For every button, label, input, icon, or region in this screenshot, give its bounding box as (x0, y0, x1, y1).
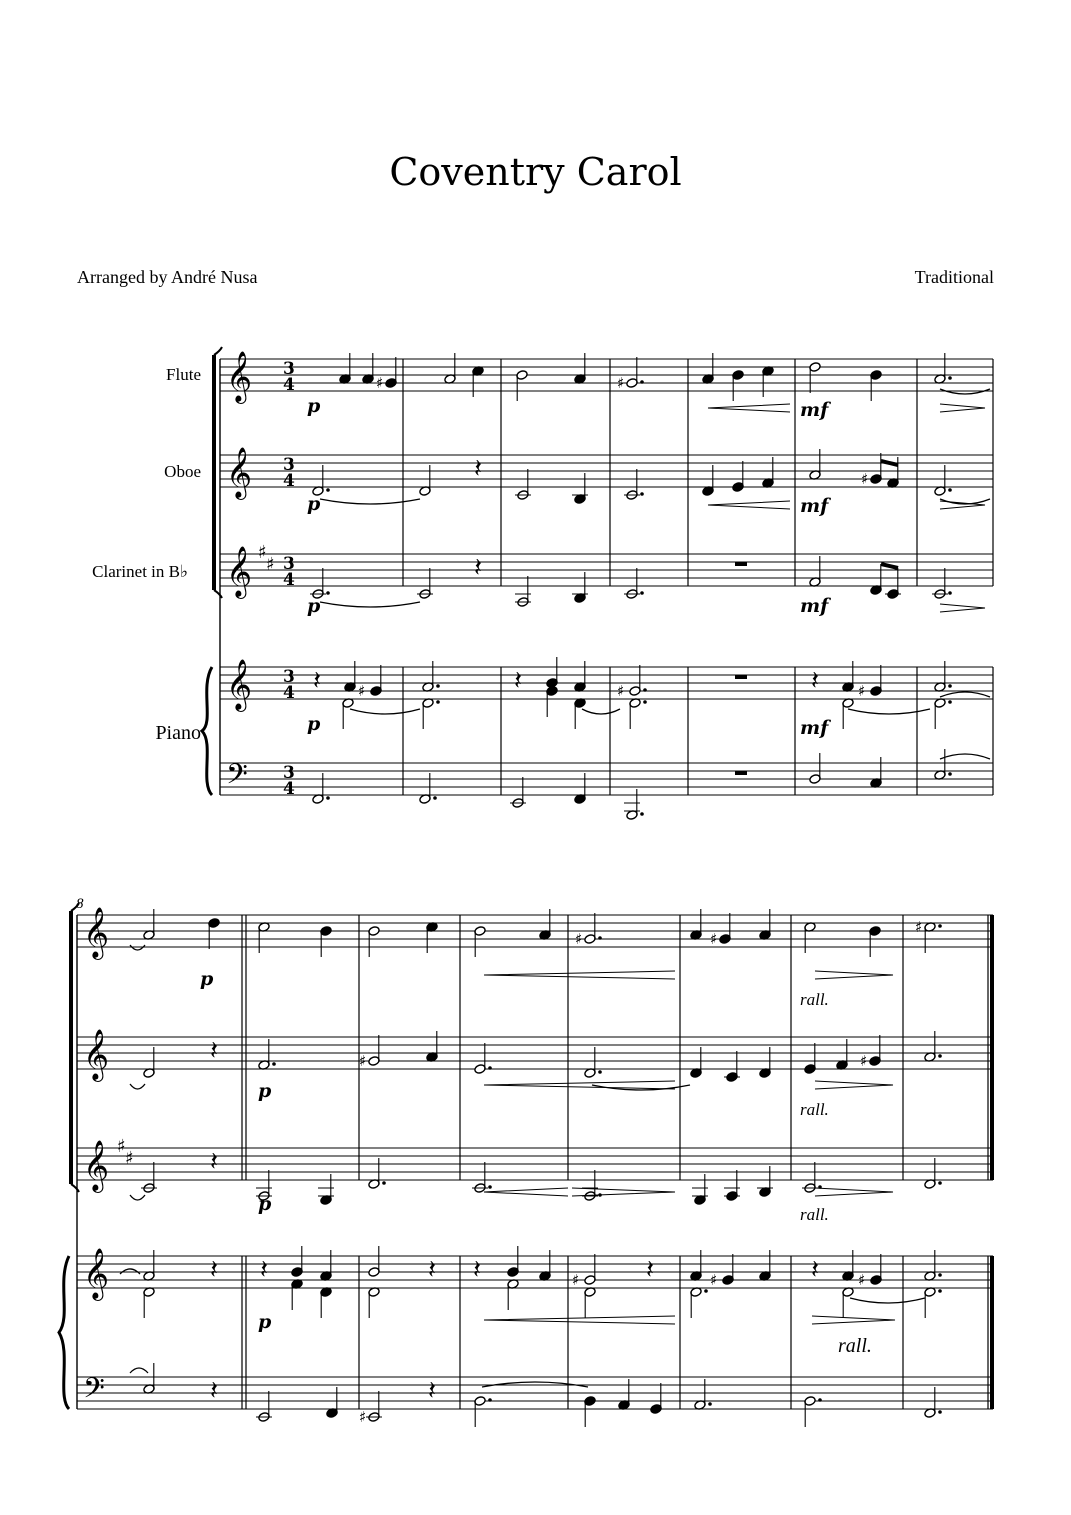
time-signature-numerator: 3 (283, 763, 295, 783)
dot (640, 591, 644, 595)
note (692, 1174, 708, 1205)
note (934, 698, 952, 729)
treble-clef-icon: 𝄞 (226, 546, 253, 597)
dot (948, 772, 952, 776)
decrescendo-hairpin (812, 1316, 895, 1324)
note (809, 449, 821, 480)
note (870, 564, 882, 595)
sharp-icon: ♯ (258, 542, 267, 563)
note (694, 1379, 712, 1410)
dot (488, 1185, 492, 1189)
bracket-hook (214, 590, 222, 598)
note (422, 698, 440, 729)
note (870, 453, 882, 484)
note (870, 757, 882, 788)
note (924, 1250, 942, 1281)
note (320, 1250, 332, 1281)
note (584, 1287, 596, 1318)
note (472, 1162, 492, 1193)
piano-label: Piano (155, 722, 201, 744)
note (934, 465, 952, 496)
note (869, 926, 881, 957)
quarter-rest-icon: 𝄽 (474, 454, 482, 484)
note (258, 1039, 276, 1070)
quarter-rest-icon: 𝄽 (428, 1255, 436, 1285)
quarter-rest-icon: 𝄽 (514, 666, 522, 696)
note (320, 926, 332, 957)
note (141, 1162, 157, 1193)
note (584, 1047, 602, 1078)
dynamic-mark: mf (800, 399, 829, 421)
note (870, 370, 882, 401)
note (804, 922, 816, 953)
note (584, 913, 602, 944)
dynamic-mark: p (307, 395, 321, 417)
note (702, 465, 714, 496)
note (143, 1363, 155, 1394)
note (474, 926, 486, 957)
sharp-icon: ♯ (710, 930, 718, 948)
note (618, 1379, 630, 1410)
note (690, 909, 702, 940)
note (474, 1396, 492, 1427)
note (924, 1287, 942, 1318)
note (842, 661, 854, 692)
note (574, 661, 586, 692)
decrescendo-hairpin (815, 1188, 893, 1196)
note (572, 473, 588, 504)
note (934, 749, 952, 780)
dynamic-mark: p (258, 1080, 272, 1102)
tie (848, 709, 930, 714)
oboe-label: Oboe (164, 462, 201, 481)
measure-number: 8 (76, 896, 84, 912)
sharp-icon: ♯ (575, 930, 583, 948)
quarter-rest-icon: 𝄽 (210, 1255, 218, 1285)
note (312, 773, 330, 804)
piano-brace (59, 1256, 69, 1409)
dot (708, 1402, 712, 1406)
note (342, 698, 354, 729)
note (516, 370, 528, 401)
dot (436, 684, 440, 688)
crescendo-hairpin (708, 501, 790, 509)
note (702, 353, 714, 384)
note (318, 1174, 334, 1205)
bass-clef-icon: 𝄢 (226, 758, 248, 798)
tie (350, 709, 420, 714)
note (804, 1396, 822, 1427)
treble-clef-icon: 𝄞 (83, 1140, 110, 1191)
staff-cl (220, 554, 993, 586)
sharp-icon: ♯ (125, 1148, 134, 1169)
sharp-icon: ♯ (858, 682, 866, 700)
note (924, 922, 942, 953)
note (208, 918, 220, 949)
dot (436, 700, 440, 704)
note (762, 366, 774, 397)
note (291, 1246, 303, 1277)
note (258, 922, 270, 953)
note (507, 1246, 519, 1277)
time-signature-denominator: 4 (283, 779, 295, 799)
note (759, 909, 771, 940)
dot (948, 376, 952, 380)
crescendo-hairpin (484, 1188, 568, 1196)
composer-credit: Traditional (914, 267, 994, 287)
tie (130, 1084, 145, 1089)
dot (938, 1181, 942, 1185)
note (690, 1287, 708, 1318)
rall-text: rall. (838, 1335, 872, 1357)
note (368, 1035, 380, 1066)
note (924, 1387, 942, 1418)
time-signature-numerator: 3 (283, 359, 295, 379)
tie (940, 754, 990, 759)
dynamic-mark: mf (800, 495, 829, 517)
note (757, 1166, 773, 1197)
note (924, 1031, 942, 1062)
sharp-icon: ♯ (617, 682, 625, 700)
note (584, 1254, 596, 1285)
sharp-icon: ♯ (359, 1052, 367, 1070)
note (510, 777, 526, 808)
whole-rest-icon (735, 675, 747, 679)
sharp-icon: ♯ (266, 554, 275, 575)
note (419, 465, 431, 496)
note (809, 362, 821, 393)
dot (948, 700, 952, 704)
note (344, 661, 356, 692)
note (515, 576, 531, 607)
note (690, 1250, 702, 1281)
dot (598, 1070, 602, 1074)
note (809, 753, 821, 784)
note (326, 1387, 338, 1418)
note (762, 457, 774, 488)
note (546, 686, 558, 717)
decrescendo-hairpin (940, 604, 985, 612)
decrescendo-hairpin (940, 404, 985, 412)
note (869, 1035, 881, 1066)
rall-text: rall. (800, 1100, 829, 1119)
dot (938, 924, 942, 928)
treble-clef-icon: 𝄞 (83, 907, 110, 958)
tie (940, 692, 990, 697)
note (546, 657, 558, 688)
dot (948, 488, 952, 492)
dynamic-mark: p (307, 493, 321, 515)
dynamic-mark: p (258, 1193, 272, 1215)
dot (818, 1398, 822, 1402)
dot (640, 492, 644, 496)
note (574, 698, 586, 729)
dot (948, 684, 952, 688)
note (143, 1250, 155, 1281)
quarter-rest-icon: 𝄽 (474, 553, 482, 583)
treble-clef-icon: 𝄞 (226, 659, 253, 710)
note (624, 568, 644, 599)
decrescendo-hairpin (815, 1081, 893, 1089)
dot (704, 1289, 708, 1293)
sharp-icon: ♯ (358, 682, 366, 700)
dynamic-mark: p (307, 713, 321, 735)
note (385, 357, 397, 388)
note (629, 665, 647, 696)
quarter-rest-icon: 𝄽 (646, 1255, 654, 1285)
note (932, 568, 952, 599)
note (444, 353, 456, 384)
note (368, 1158, 386, 1189)
note (320, 1287, 332, 1318)
tie (130, 1368, 148, 1373)
arranger-credit: Arranged by André Nusa (77, 267, 258, 287)
dot (948, 591, 952, 595)
dynamic-mark: p (258, 1311, 272, 1333)
note (584, 1396, 596, 1427)
note (724, 1051, 740, 1082)
note (624, 469, 644, 500)
note (362, 353, 374, 384)
note (870, 665, 882, 696)
sharp-icon: ♯ (860, 1052, 868, 1070)
crescendo-hairpin (484, 971, 675, 979)
rall-text: rall. (800, 1205, 829, 1224)
quarter-rest-icon: 𝄽 (313, 666, 321, 696)
crescendo-hairpin (484, 1081, 675, 1089)
piano-brace (202, 667, 212, 795)
note (574, 353, 586, 384)
crescendo-hairpin (708, 404, 790, 412)
note (426, 1031, 438, 1062)
time-signature-denominator: 4 (283, 375, 295, 395)
note (809, 556, 821, 587)
dynamic-mark: mf (800, 717, 829, 739)
bracket-hook (71, 1184, 79, 1192)
clarinet-label: Clarinet in B♭ (92, 562, 188, 581)
sharp-icon: ♯ (376, 374, 384, 392)
treble-clef-icon: 𝄞 (83, 1248, 110, 1299)
note (836, 1039, 848, 1070)
note (370, 665, 382, 696)
rall-text: rall. (800, 990, 829, 1009)
note (143, 909, 155, 940)
note (143, 1287, 155, 1318)
note (624, 789, 644, 820)
quarter-rest-icon: 𝄽 (210, 1147, 218, 1177)
note (722, 1254, 734, 1285)
dot (938, 1289, 942, 1293)
dot (326, 488, 330, 492)
dot (938, 1054, 942, 1058)
note (732, 461, 744, 492)
dynamic-mark: p (200, 968, 214, 990)
beam (881, 461, 898, 465)
note (732, 370, 744, 401)
quarter-rest-icon: 𝄽 (210, 1376, 218, 1406)
note (804, 1043, 816, 1074)
tie (850, 1298, 925, 1303)
sharp-icon: ♯ (572, 1271, 580, 1289)
note (417, 568, 433, 599)
dot (938, 1273, 942, 1277)
note (885, 568, 901, 599)
note (934, 353, 952, 384)
whole-rest-icon (735, 562, 747, 566)
note (690, 1047, 702, 1078)
dot (433, 796, 437, 800)
note (426, 922, 438, 953)
quarter-rest-icon: 𝄽 (428, 1376, 436, 1406)
dot (326, 796, 330, 800)
note (574, 773, 586, 804)
note (539, 1250, 551, 1281)
time-signature-denominator: 4 (283, 570, 295, 590)
note (515, 469, 531, 500)
quarter-rest-icon: 𝄽 (210, 1036, 218, 1066)
note (842, 1250, 854, 1281)
note (539, 909, 551, 940)
dot (643, 688, 647, 692)
tie (320, 602, 420, 607)
tie (320, 499, 420, 504)
time-signature-numerator: 3 (283, 455, 295, 475)
sharp-icon: ♯ (710, 1271, 718, 1289)
dynamic-mark: p (307, 595, 321, 617)
dot (488, 1398, 492, 1402)
sharp-icon: ♯ (915, 918, 923, 936)
score-title: Coventry Carol (389, 150, 682, 194)
dot (382, 1181, 386, 1185)
sharp-icon: ♯ (117, 1136, 126, 1157)
note (368, 926, 380, 957)
sharp-icon: ♯ (858, 1271, 866, 1289)
note (312, 465, 330, 496)
sharp-icon: ♯ (861, 470, 869, 488)
note (572, 572, 588, 603)
flute-label: Flute (166, 365, 201, 384)
note (368, 1246, 380, 1277)
sharp-icon: ♯ (359, 1408, 367, 1426)
system-2 (59, 896, 993, 1427)
bass-clef-icon: 𝄢 (83, 1372, 105, 1412)
treble-clef-icon: 𝄞 (226, 447, 253, 498)
dot (598, 936, 602, 940)
time-signature-numerator: 3 (283, 554, 295, 574)
note (143, 1047, 155, 1078)
sharp-icon: ♯ (617, 374, 625, 392)
note (368, 1287, 380, 1318)
quarter-rest-icon: 𝄽 (811, 1255, 819, 1285)
note (934, 661, 952, 692)
note (339, 353, 351, 384)
beam (881, 564, 898, 568)
note (419, 773, 437, 804)
note (759, 1250, 771, 1281)
dot (272, 1062, 276, 1066)
note (870, 1254, 882, 1285)
dot (640, 380, 644, 384)
tie (582, 709, 620, 714)
time-signature-denominator: 4 (283, 683, 295, 703)
quarter-rest-icon: 𝄽 (260, 1255, 268, 1285)
note (759, 1047, 771, 1078)
note (474, 1043, 492, 1074)
note (507, 1279, 519, 1310)
whole-rest-icon (735, 771, 747, 775)
decrescendo-hairpin (815, 971, 893, 979)
note (582, 1170, 602, 1201)
dot (938, 1410, 942, 1414)
dynamic-mark: mf (800, 595, 829, 617)
treble-clef-icon: 𝄞 (226, 351, 253, 402)
note (629, 698, 647, 729)
tie (130, 1195, 145, 1200)
dot (640, 812, 644, 816)
note (719, 913, 731, 944)
note (422, 661, 440, 692)
note (842, 1287, 854, 1318)
system-1 (202, 347, 993, 820)
quarter-rest-icon: 𝄽 (811, 666, 819, 696)
note (472, 366, 484, 397)
note (291, 1279, 303, 1310)
bracket-hook (214, 347, 222, 355)
dot (488, 1066, 492, 1070)
note (626, 357, 644, 388)
treble-clef-icon: 𝄞 (83, 1029, 110, 1080)
note (650, 1383, 662, 1414)
note (256, 1391, 272, 1422)
quarter-rest-icon: 𝄽 (473, 1255, 481, 1285)
note (724, 1170, 740, 1201)
note (366, 1391, 382, 1422)
dot (326, 591, 330, 595)
dot (643, 700, 647, 704)
note (924, 1158, 942, 1189)
note (842, 698, 854, 729)
time-signature-numerator: 3 (283, 667, 295, 687)
time-signature-denominator: 4 (283, 471, 295, 491)
crescendo-hairpin (484, 1316, 675, 1324)
